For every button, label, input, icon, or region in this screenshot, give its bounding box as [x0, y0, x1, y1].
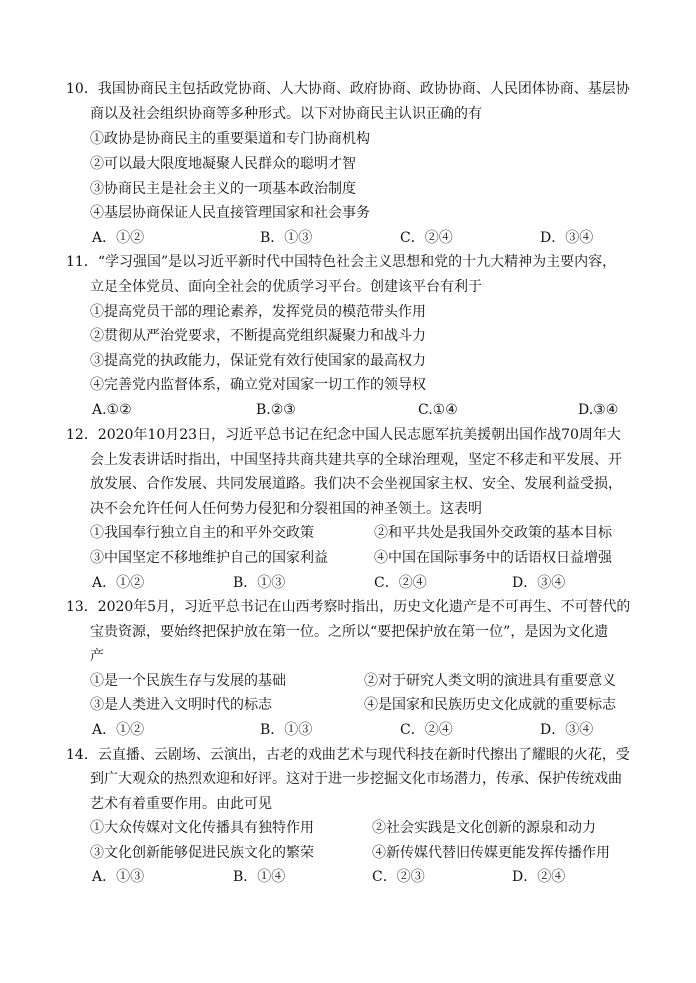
- statement-1: ①政协是协商民主的重要渠道和专门协商机构: [90, 131, 370, 147]
- option-a[interactable]: A．①②: [92, 722, 145, 738]
- option-a[interactable]: A．①②: [92, 575, 145, 591]
- statement-4: ④是国家和民族历史文化成就的重要标志: [364, 697, 616, 713]
- option-b[interactable]: B．①③: [260, 230, 313, 246]
- option-d[interactable]: D．②④: [512, 869, 566, 885]
- option-c[interactable]: C．②④: [400, 230, 453, 246]
- question-stem-line: 决不会允许任何人任何势力侵犯和分裂祖国的神圣领土。这表明: [90, 501, 482, 517]
- statement-4: ④基层协商保证人民直接管理国家和社会事务: [90, 205, 370, 221]
- option-b[interactable]: B．①③: [260, 722, 313, 738]
- statement-2: ②对于研究人类文明的演进具有重要意义: [364, 673, 616, 689]
- option-a[interactable]: A．①③: [92, 869, 145, 885]
- option-a[interactable]: A.①②: [92, 402, 132, 418]
- option-c[interactable]: C．②③: [372, 869, 425, 885]
- statement-2: ②可以最大限度地凝聚人民群众的聪明才智: [90, 156, 356, 172]
- statement-3: ③文化创新能够促进民族文化的繁荣: [90, 845, 314, 861]
- option-c[interactable]: C．②④: [400, 722, 453, 738]
- statement-2: ②和平共处是我国外交政策的基本目标: [374, 525, 612, 541]
- statement-3: ③提高党的执政能力，保证党有效行使国家的最高权力: [90, 353, 426, 369]
- question-stem-line: 会上发表讲话时指出，中国坚持共商共建共享的全球治理观，坚定不移走和平发展、开: [90, 452, 622, 468]
- statement-2: ②贯彻从严治党要求，不断提高党组织凝聚力和战斗力: [90, 328, 426, 344]
- question-stem-line: 11．“学习强国”是以习近平新时代中国特色社会主义思想和党的十九大精神为主要内容，: [66, 254, 617, 270]
- option-a[interactable]: A．①②: [92, 230, 145, 246]
- statement-3: ③中国坚定不移地维护自己的国家利益: [90, 550, 328, 566]
- question-stem-line: 到广大观众的热烈欢迎和好评。这对于进一步挖掘文化市场潜力，传承、保护传统戏曲: [90, 771, 622, 787]
- question-stem-line: 14．云直播、云剧场、云演出，古老的戏曲艺术与现代科技在新时代擦出了耀眼的火花，受: [66, 747, 630, 763]
- question-stem-line: 10．我国协商民主包括政党协商、人大协商、政府协商、政协协商、人民团体协商、基层协: [66, 81, 630, 97]
- statement-1: ①我国奉行独立自主的和平外交政策: [90, 525, 314, 541]
- statement-1: ①大众传媒对文化传播具有独特作用: [90, 820, 314, 836]
- statement-2: ②社会实践是文化创新的源泉和动力: [372, 820, 596, 836]
- question-stem-line: 艺术有着重要作用。由此可见: [90, 796, 272, 812]
- question-stem-line: 立足全体党员、面向全社会的优质学习平台。创建该平台有利于: [90, 279, 482, 295]
- statement-4: ④中国在国际事务中的话语权日益增强: [374, 550, 612, 566]
- question-stem-line: 放发展、合作发展、共同发展道路。我们决不会坐视国家主权、安全、发展利益受损，: [90, 476, 622, 492]
- option-b[interactable]: B．①③: [233, 575, 286, 591]
- question-stem-line: 12．2020年10月23日，习近平总书记在纪念中国人民志愿军抗美援朝出国作战70周年大: [66, 427, 621, 443]
- statement-3: ③协商民主是社会主义的一项基本政治制度: [90, 181, 356, 197]
- question-stem-line: 产: [90, 648, 104, 664]
- statement-1: ①提高党员干部的理论素养，发挥党员的模范带头作用: [90, 304, 426, 320]
- statement-1: ①是一个民族生存与发展的基础: [90, 673, 286, 689]
- option-b[interactable]: B.②③: [256, 402, 296, 418]
- question-stem-line: 商以及社会组织协商等多种形式。以下对协商民主认识正确的有: [90, 106, 482, 122]
- option-d[interactable]: D．③④: [512, 575, 566, 591]
- option-d[interactable]: D．③④: [540, 722, 594, 738]
- question-stem-line: 宝贵资源，要始终把保护放在第一位。之所以“要把保护放在第一位”，是因为文化遗: [90, 624, 609, 640]
- option-d[interactable]: D．③④: [540, 230, 594, 246]
- statement-4: ④新传媒代替旧传媒更能发挥传播作用: [372, 845, 610, 861]
- question-stem-line: 13．2020年5月，习近平总书记在山西考察时指出，历史文化遗产是不可再生、不可替代的: [66, 599, 631, 615]
- option-c[interactable]: C.①④: [418, 402, 458, 418]
- option-b[interactable]: B．①④: [233, 869, 286, 885]
- option-d[interactable]: D.③④: [578, 402, 619, 418]
- option-c[interactable]: C．②④: [374, 575, 427, 591]
- statement-3: ③是人类进入文明时代的标志: [90, 697, 272, 713]
- statement-4: ④完善党内监督体系，确立党对国家一切工作的领导权: [90, 377, 426, 393]
